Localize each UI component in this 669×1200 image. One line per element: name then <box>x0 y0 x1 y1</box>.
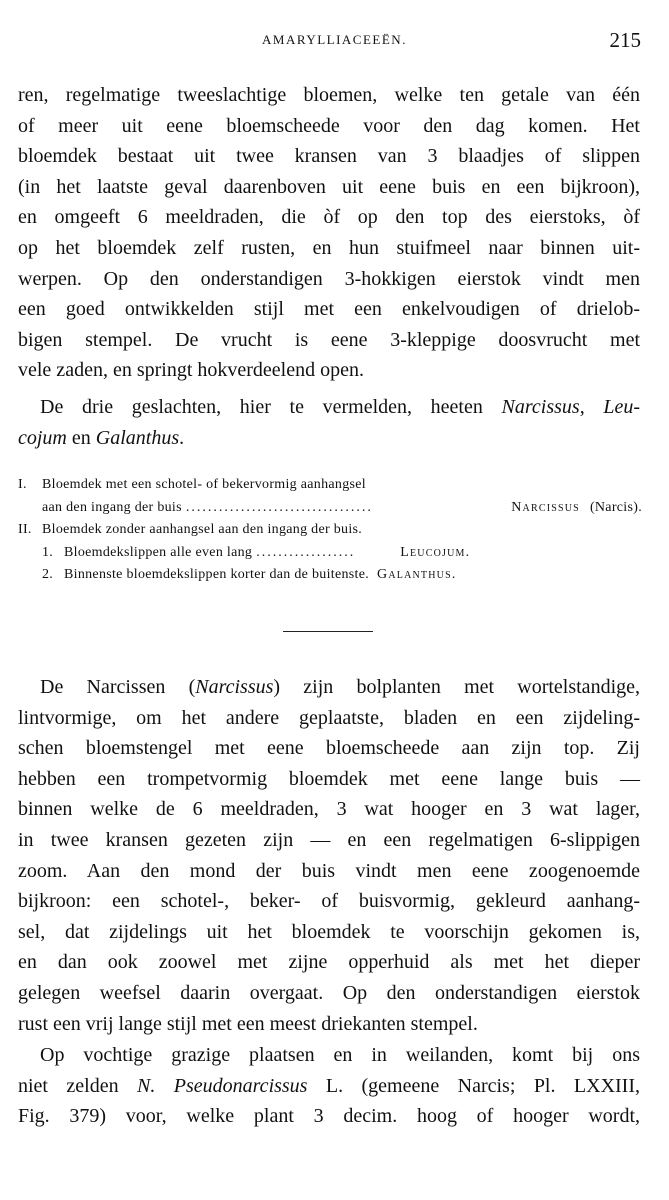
key-text: Bloemdek met een schotel- of bekervormig aanhangsel <box>42 477 366 492</box>
text-line: vele zaden, en springt hokverdeelend open. <box>18 359 364 382</box>
text-line: bijkroon: een schotel-, beker- of buisvormig, gekleurd aanhang- <box>18 890 640 913</box>
key-genus: Narcissus <box>511 499 580 515</box>
text-line: in twee kransen gezeten zijn — en een regelmatigen 6-slippigen <box>18 828 640 851</box>
key-row <box>18 564 642 587</box>
text-line: schen bloemstengel met eene bloemscheede aan zijn top. Zij <box>18 737 640 760</box>
text-span: De Narcissen ( <box>40 676 196 698</box>
text-line: (in het laatste geval daarenboven uit eene buis en een bijkroon), <box>18 175 640 198</box>
paragraph-pseudonarcissus <box>18 1040 640 1132</box>
key-number: I. <box>18 477 27 492</box>
text-line: of meer uit eene bloemscheede voor den dag komen. Het <box>18 114 640 137</box>
species-name: N. Pseudonarcissus <box>137 1074 308 1097</box>
key-number: 1. <box>42 544 54 560</box>
text-line: zoom. Aan den mond der buis vindt men eene zoogenoemde <box>18 859 640 882</box>
text-line: werpen. Op den onderstandigen 3-hokkigen eierstok vindt men <box>18 267 640 290</box>
key-genus: Leucojum. <box>400 544 471 560</box>
text-line: en dan ook zoowel met zijne opperhuid als met het dieper <box>18 951 640 974</box>
text-line: bloemdek bestaat uit twee kransen van 3 blaadjes of slippen <box>18 145 640 168</box>
key-leader-dots: .................................. <box>185 499 373 515</box>
text-line: op het bloemdek zelf rusten, en hun stuifmeel naar binnen uit- <box>18 236 640 259</box>
genus-name-leucojum-part: Leu- <box>603 396 641 418</box>
text-line: sel, dat zijdelings uit het bloemdek te voorschijn gekomen is, <box>18 920 640 943</box>
key-row <box>18 497 642 520</box>
genus-name-galanthus: Galanthus <box>95 426 180 449</box>
text-line: binnen welke de 6 meeldraden, 3 wat hooger en 3 wat lager, <box>18 798 640 821</box>
text-line: Fig. 379) voor, welke plant 3 decim. hoog of hooger wordt, <box>18 1105 640 1128</box>
text-span: . <box>179 426 185 449</box>
text-line: bigen stempel. De vrucht is eene 3-kleppige doosvrucht met <box>18 328 640 351</box>
text-line <box>18 423 640 454</box>
paragraph-family-description <box>18 80 640 386</box>
text-line: Op vochtige grazige plaatsen en in weilanden, komt bij ons <box>40 1044 640 1066</box>
running-head <box>0 28 669 52</box>
key-text: Bloemdek zonder aanhangsel aan den ingang der buis. <box>42 522 363 538</box>
text-span: ) zijn bolplanten met wortelstandige, <box>273 676 640 698</box>
key-row <box>18 542 642 565</box>
text-line: gelegen weefsel daarin overgaat. Op den onderstandigen eierstok <box>18 981 640 1004</box>
key-number: 2. <box>42 567 54 583</box>
text-span: en <box>66 426 96 449</box>
genus-name-narcissus: Narcissus <box>195 676 274 698</box>
text-line: hebben een trompetvormig bloemdek met eene lange buis — <box>18 767 640 790</box>
text-line: ren, regelmatige tweeslachtige bloemen, welke ten getale van één <box>18 84 640 106</box>
text-line <box>18 392 640 423</box>
key-row <box>18 519 642 542</box>
text-span: niet zelden <box>18 1074 138 1097</box>
running-title: AMARYLLIACEEËN. <box>262 32 407 47</box>
genus-name-narcissus: Narcissus <box>501 396 580 418</box>
text-line: rust een vrij lange stijl met een meest driekanten stempel. <box>18 1012 478 1035</box>
paragraph-genera-intro <box>18 392 640 453</box>
text-line <box>18 672 640 703</box>
key-genus: Galanthus. <box>377 567 457 583</box>
key-number: II. <box>18 522 32 538</box>
text-line: een goed ontwikkelden stijl met een enkelvoudigen of drielob- <box>18 298 640 321</box>
key-text: aan den ingang der buis <box>42 499 182 515</box>
key-text: Bloemdekslippen alle even lang <box>64 544 253 560</box>
key-leader-dots: .................. <box>256 544 356 560</box>
section-divider <box>283 631 373 632</box>
genus-name-leucojum-part: cojum <box>18 426 67 449</box>
key-vernacular: (Narcis). <box>589 499 642 515</box>
paragraph-narcissus-description <box>18 672 640 1039</box>
page-number: 215 <box>609 28 641 52</box>
text-line <box>18 1071 640 1102</box>
text-line: en omgeeft 6 meeldraden, die òf op den top des eierstoks, òf <box>18 206 640 229</box>
key-text: Binnenste bloemdekslippen korter dan de buitenste. <box>64 567 370 583</box>
text-span: De drie geslachten, hier te vermelden, heeten <box>40 396 502 418</box>
identification-key <box>18 474 642 587</box>
text-line: lintvormige, om het andere geplaatste, bladen en een zijdeling- <box>18 706 640 729</box>
key-row <box>18 474 642 497</box>
text-span: L. (gemeene Narcis; Pl. LXXIII, <box>307 1074 640 1097</box>
text-span: , <box>579 396 604 418</box>
